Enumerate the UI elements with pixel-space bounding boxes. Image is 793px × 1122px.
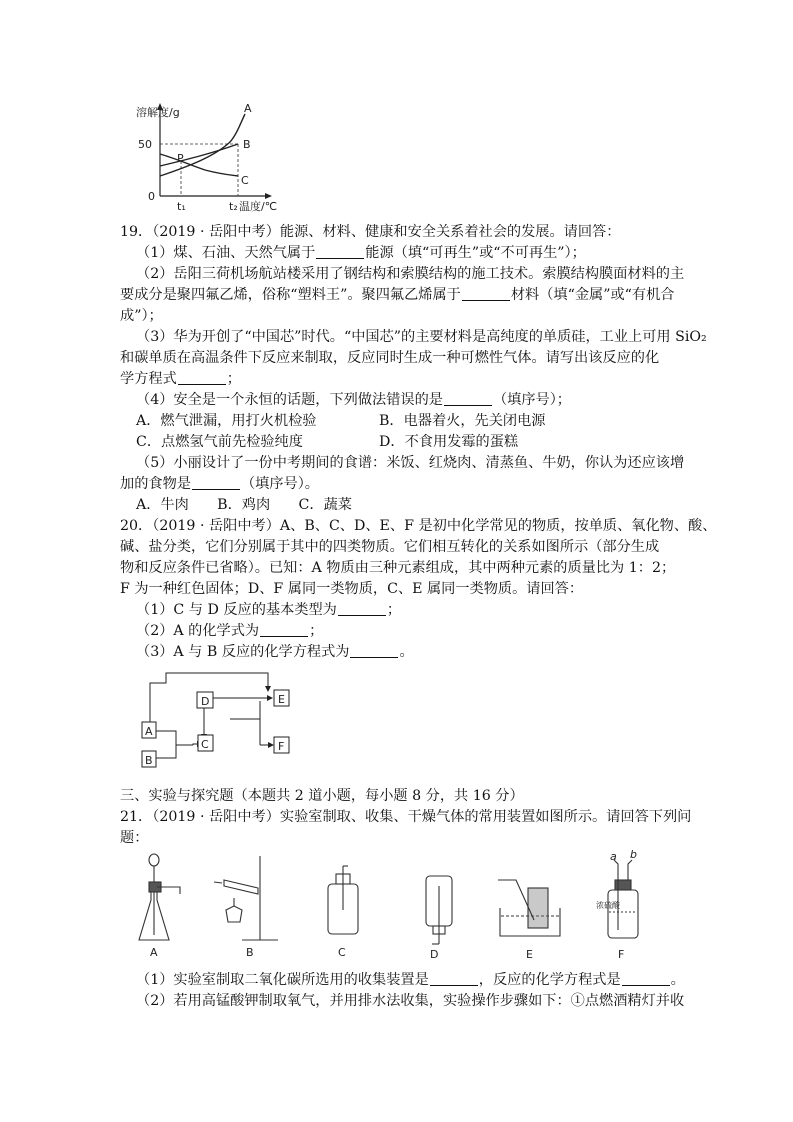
q19-part2-line3: 成”）； [120,308,163,324]
x-tick-t1: t₁ [177,200,186,213]
q21-part1: （1）实验室制取二氧化碳所选用的收集装置是 ，反应的化学方程式是 。 [136,972,685,988]
q20-part3: （3）A 与 B 反应的化学方程式为 。 [136,644,414,660]
apparatus-label-b: B [246,946,254,959]
q19-part5-line1: （5）小丽设计了一份中考期间的食谱：米饭、红烧肉、清蒸鱼、牛奶，你认为还应该增 [136,455,685,471]
origin-label: 0 [148,190,155,203]
q19-part2-line2: 要成分是聚四氟乙烯，俗称“塑料王”。聚四氟乙烯属于 材料（填“金属”或“有机合 [120,287,675,303]
relationship-diagram [138,665,298,777]
q20-part2: （2）A 的化学式为 ； [136,623,324,639]
q21-part2: （2）若用高锰酸钾制取氧气，并用排水法收集，实验操作步骤如下：①点燃酒精灯并收 [136,993,685,1009]
q21-line1: 21．（2019 · 岳阳中考）实验室制取、收集、干燥气体的常用装置如图所示。请回答下列问 [120,809,692,825]
option-a: A．燃气泄漏，用打火机检验 [136,413,317,429]
apparatus-label-a: A [150,946,158,959]
apparatus-b [214,856,278,940]
answer-blank[interactable] [622,971,670,986]
q19-part5-line2: 加的食物是 （填序号）。 [120,476,319,492]
apparatus-e [498,880,560,936]
point-p-label: P [177,152,184,165]
node-d: D [201,695,210,708]
q20-line1: 20．（2019 · 岳阳中考）A、B、C、D、E、F 是初中化学常见的物质，按单质、氧化物、酸、 [120,518,717,534]
q19-part2-line1: （2）岳阳三荷机场航站楼采用了钢结构和索膜结构的施工技术。索膜结构膜面材料的主 [136,266,685,282]
answer-blank[interactable] [316,244,364,259]
q20-line4: F 为一种红色固体；D、F 属同一类物质，C、E 属同一类物质。请回答： [120,581,584,597]
apparatus-label-e: E [526,948,533,961]
x-tick-t2: t₂ [229,200,238,213]
curve-a [160,114,245,176]
curve-b-label: B [243,138,251,151]
apparatus-figure [130,850,670,962]
option-b: B．电器着火，先关闭电源 [379,413,546,429]
apparatus-a [139,854,180,940]
q19-part3-line2: 和碳单质在高温条件下反应来制取，反应同时生成一种可燃性气体。请写出该反应的化 [120,350,660,366]
q19-stem: 19．（2019 · 岳阳中考）能源、材料、健康和安全关系着社会的发展。请回答： [120,224,621,240]
answer-blank[interactable] [444,391,492,406]
answer-blank[interactable] [350,643,398,658]
answer-blank[interactable] [178,370,226,385]
apparatus-label-d: D [430,948,439,961]
answer-blank[interactable] [430,971,478,986]
q19-part3-line3: 学方程式 ； [120,371,241,387]
apparatus-label-f: F [618,948,625,961]
node-c: C [201,738,209,751]
apparatus-c [328,866,358,934]
curve-b [160,144,238,166]
node-f: F [278,740,285,753]
node-b: B [145,754,153,767]
apparatus-f-inlet: a [610,850,617,863]
answer-blank[interactable] [338,601,386,616]
y-tick-50: 50 [138,138,152,151]
apparatus-d [426,876,452,944]
answer-blank[interactable] [462,286,510,301]
apparatus-f-outlet: b [630,850,637,861]
option-d: D．不食用发霉的蛋糕 [379,434,519,450]
q19-part4-options-ab [136,410,546,432]
answer-blank[interactable] [192,475,240,490]
apparatus-f [608,860,638,938]
q20-line2: 碱、盐分类，它们分别属于其中的四类物质。它们相互转化的关系如图所示（部分生成 [120,539,660,555]
answer-blank[interactable] [260,622,308,637]
q19-part4-options-cd [136,431,518,453]
q20-part1: （1）C 与 D 反应的基本类型为 ； [136,602,402,618]
q20-line3: 物和反应条件已省略）。已知：A 物质由三种元素组成，其中两种元素的质量比为 1：2； [120,560,676,576]
q21-line2: 题： [120,830,149,846]
y-axis-label: 溶解度/g [136,106,180,119]
x-axis-label: 温度/℃ [239,200,278,213]
q19-part5-options: A．牛肉 B．鸡肉 C．蔬菜 [136,497,352,513]
curve-a-label: A [244,102,252,115]
apparatus-label-c: C [338,946,346,959]
node-a: A [145,725,153,738]
section3-title: 三、实验与探究题（本题共 2 道小题，每小题 8 分，共 16 分） [120,788,524,804]
curve-c-label: C [241,174,249,187]
apparatus-f-liquid-label: 浓硫酸 [596,901,620,910]
q19-part3-line1: （3）华为开创了“中国芯”时代。“中国芯”的主要材料是高纯度的单质硅，工业上可用 SiO₂ [136,329,707,345]
solubility-graph [135,100,285,218]
q19-part1: （1）煤、石油、天然气属于 能源（填“可再生”或“不可再生”）； [136,245,586,261]
option-c: C．点燃氢气前先检验纯度 [136,434,303,450]
node-e: E [278,693,285,706]
q19-part4: （4）安全是一个永恒的话题，下列做法错误的是 （填序号）； [136,392,571,408]
